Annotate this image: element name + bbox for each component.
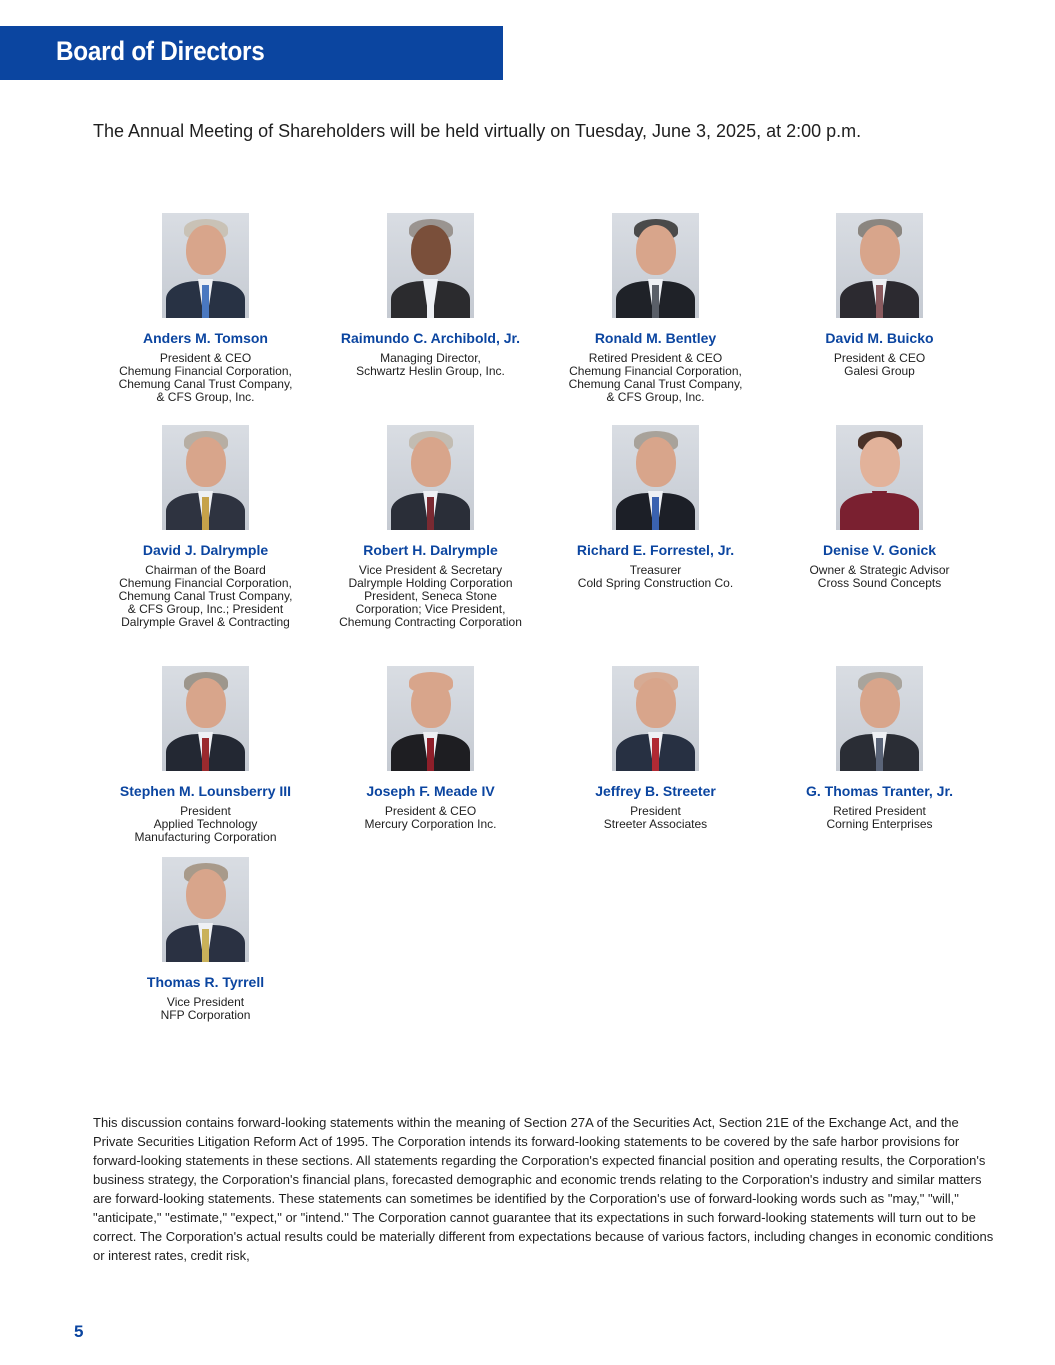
director-title: President Streeter Associates [603,804,708,831]
page-number: 5 [74,1322,84,1341]
director-title: President & CEO Chemung Financial Corporation, Chemung Canal Trust Company, & CFS Group, Inc. [118,351,293,404]
forward-looking-disclaimer: This discussion contains forward-looking statements within the meaning of Section 27A of the Securities Act, Section 21E of the Exchange Act, and the Private Securities Litigation Reform Act of 1995. The Corporation intends its forward-looking statements to be covered by the safe harbor provisions for forward-looking statements in these sections. All statements regarding the Corporation's expected financial position and operating results, the Corporation's business strategy, the Corporation's financial plans, forecasted demographic and economic trends relating to the Corporation's industry and similar matters are forward-looking statements. These statements can sometimes be identified by the Corporation's use of forward-looking words such as "may," "will," "anticipate," "estimate," "expect," or "intend." The Corporation cannot guarantee that its expectations in such forward-looking statements will turn out to be correct. The Corporation's actual results could be materially different from expectations because of various factors, including changes in economic conditions or interest rates, credit risk, [93,1115,994,1263]
director-photo [387,666,474,771]
director-name: Robert H. Dalrymple [363,542,498,558]
director-title: Vice President & Secretary Dalrymple Holding Corporation President, Seneca Stone Corporation; Vice President, Chemung Contracting Corporation [339,563,522,629]
director-photo [162,666,249,771]
director-name: Joseph F. Meade IV [366,783,495,799]
director-name: Ronald M. Bentley [594,330,717,346]
director-card [318,666,543,831]
director-name: Richard E. Forrestel, Jr. [576,542,735,558]
director-title: President & CEO Mercury Corporation Inc. [364,804,497,831]
director-name: Anders M. Tomson [143,330,268,346]
meeting-notice: The Annual Meeting of Shareholders will be held virtually on Tuesday, June 3, 2025, at 2:00 p.m. [93,121,862,141]
director-title: Retired President & CEO Chemung Financial Corporation, Chemung Canal Trust Company, & CFS Group, Inc. [568,351,743,404]
director-title: Chairman of the Board Chemung Financial Corporation, Chemung Canal Trust Company, & CFS Group, Inc.; President Dalrymple Gravel & Contracting [118,563,293,629]
director-card [93,857,318,1022]
director-title: Retired President Corning Enterprises [826,804,933,831]
director-photo [387,425,474,530]
director-card [767,425,992,590]
director-photo [836,425,923,530]
director-photo [612,666,699,771]
director-card [543,425,768,590]
director-photo [836,213,923,318]
director-card [318,213,543,378]
director-card [767,213,992,378]
director-name: David J. Dalrymple [142,542,269,558]
director-name: Stephen M. Lounsberry III [119,783,292,799]
director-title: Managing Director, Schwartz Heslin Group, Inc. [356,351,505,378]
director-card [318,425,543,629]
director-title: Treasurer Cold Spring Construction Co. [577,563,734,590]
director-card [543,213,768,404]
director-card [93,213,318,404]
page-title: Board of Directors [56,36,265,66]
director-photo [836,666,923,771]
director-title: President & CEO Galesi Group [833,351,926,378]
director-title: Owner & Strategic Advisor Cross Sound Concepts [809,563,950,590]
director-name: Denise V. Gonick [822,542,937,558]
director-name: Raimundo C. Archibold, Jr. [340,330,521,346]
director-photo [612,213,699,318]
director-name: David M. Buicko [825,330,934,346]
director-card [93,666,318,844]
director-photo [162,213,249,318]
director-photo [162,857,249,962]
director-title: President Applied Technology Manufacturing Corporation [134,804,277,844]
director-photo [612,425,699,530]
director-name: Jeffrey B. Streeter [595,783,716,799]
director-card [543,666,768,831]
director-card [767,666,992,831]
director-photo [387,213,474,318]
director-photo [162,425,249,530]
director-name: Thomas R. Tyrrell [146,974,265,990]
director-card [93,425,318,629]
director-name: G. Thomas Tranter, Jr. [805,783,954,799]
director-title: Vice President NFP Corporation [160,995,251,1022]
